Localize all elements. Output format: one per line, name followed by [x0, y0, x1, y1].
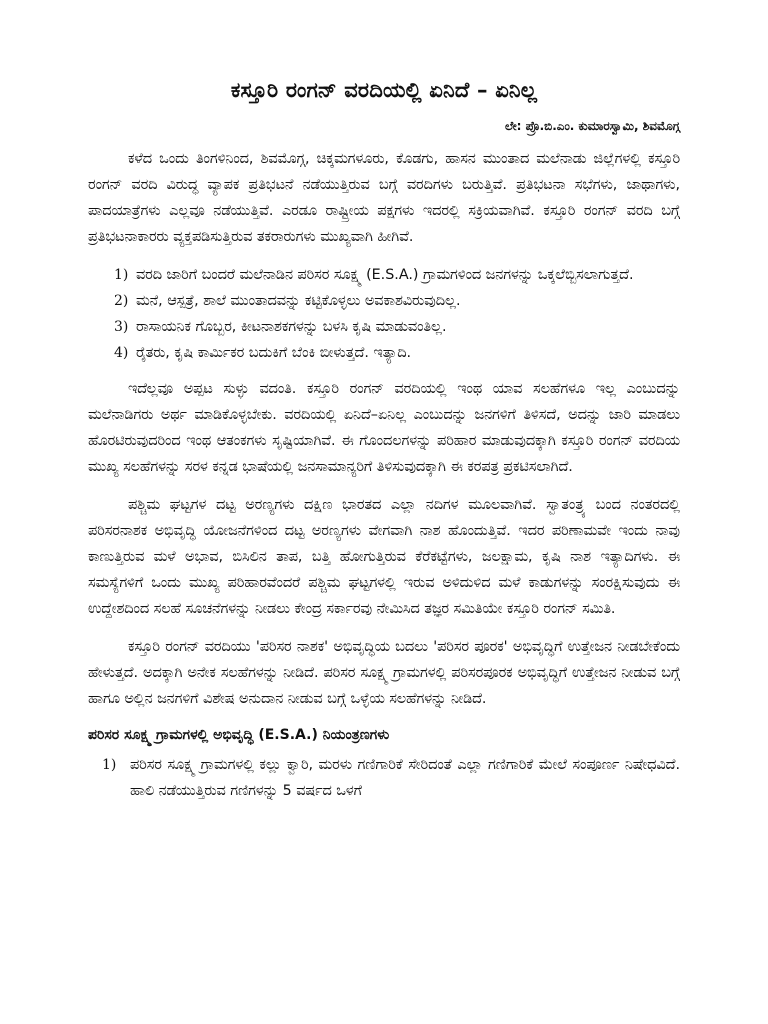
list-item	[88, 340, 680, 366]
author-byline: ಲೇ: ಪ್ರೊ.ಬಿ.ಎಂ. ಕುಮಾರಸ್ವಾಮಿ, ಶಿವಮೊಗ್ಗ	[504, 119, 680, 133]
paragraph-western-ghats: ಪಶ್ಚಿಮ ಘಟ್ಟಗಳ ದಟ್ಟ ಅರಣ್ಯಗಳು ದಕ್ಷಿಣ ಭಾರತದ ಎಲ್ಲಾ ನದಿಗಳ ಮೂಲವಾಗಿವೆ. ಸ್ವಾತಂತ್ರ್ಯ ಬಂದ ನಂತರದಲ್ಲಿ ಪರಿಸರನಾಶಕ ಅಭಿವೃದ್ಧಿ ಯೋಜನೆಗಳಿಂದ ದಟ್ಟ ಅರಣ್ಯಗಳು ವೇಗವಾಗಿ ನಾಶ ಹೊಂದುತ್ತಿವೆ. ಇದರ ಪರಿಣಾಮವೇ ಇಂದು ನಾವು ಕಾಣುತ್ತಿರುವ ಮಳೆ ಅಭಾವ, ಬಿಸಿಲಿನ ತಾಪ, ಬತ್ತಿ ಹೋಗುತ್ತಿರುವ ಕೆರೆಕಟ್ಟೆಗಳು, ಜಲಕ್ಷಾಮ, ಕೃಷಿ ನಾಶ ಇತ್ಯಾದಿಗಳು. ಈ ಸಮಸ್ಯೆಗಳಿಗೆ ಒಂದು ಮುಖ್ಯ ಪರಿಹಾರವೆಂದರೆ ಪಶ್ಚಿಮ ಘಟ್ಟಗಳಲ್ಲಿ ಇರುವ ಅಳಿದುಳಿದ ಮಳೆ ಕಾಡುಗಳನ್ನು ಸಂರಕ್ಷಿಸುವುದು ಈ ಉದ್ದೇಶದಿಂದ ಸಲಹೆ ಸೂಚನೆಗಳನ್ನು ನೀಡಲು ಕೇಂದ್ರ ಸರ್ಕಾರವು ನೇಮಿಸಿದ ತಜ್ಞರ ಸಮಿತಿಯೇ ಕಸ್ತೂರಿ ರಂಗನ್ ಸಮಿತಿ.	[88, 497, 680, 617]
list-number: 3)	[114, 319, 129, 335]
regulations-list	[88, 752, 680, 804]
document-page	[88, 78, 680, 804]
list-item-text: ವರದಿ ಜಾರಿಗೆ ಬಂದರೆ ಮಲೆನಾಡಿನ ಪರಿಸರ ಸೂಕ್ಷ್ಮ (E.S.A.) ಗ್ರಾಮಗಳಿಂದ ಜನಗಳನ್ನು ಒಕ್ಕಲೆಬ್ಬಿಸಲಾಗುತ್ತದೆ.	[136, 267, 634, 283]
paragraph-rumour: ಇದೆಲ್ಲವೂ ಅಪ್ಪಟ ಸುಳ್ಳು ವದಂತಿ. ಕಸ್ತೂರಿ ರಂಗನ್ ವರದಿಯಲ್ಲಿ ಇಂಥ ಯಾವ ಸಲಹೆಗಳೂ ಇಲ್ಲ ಎಂಬುದನ್ನು ಮಲೆನಾಡಿಗರು ಅರ್ಥ ಮಾಡಿಕೊಳ್ಳಬೇಕು. ವರದಿಯಲ್ಲಿ ಏನಿದೆ–ಏನಿಲ್ಲ ಎಂಬುದನ್ನು ಜನಗಳಿಗೆ ತಿಳಿಸದೆ, ಅದನ್ನು ಜಾರಿ ಮಾಡಲು ಹೊರಟಿರುವುದರಿಂದ ಇಂಥ ಆತಂಕಗಳು ಸೃಷ್ಟಿಯಾಗಿವೆ. ಈ ಗೊಂದಲಗಳನ್ನು ಪರಿಹಾರ ಮಾಡುವುದಕ್ಕಾಗಿ ಕಸ್ತೂರಿ ರಂಗನ್ ವರದಿಯ ಮುಖ್ಯ ಸಲಹೆಗಳನ್ನು ಸರಳ ಕನ್ನಡ ಭಾಷೆಯಲ್ಲಿ ಜನಸಾಮಾನ್ಯರಿಗೆ ತಿಳಿಸುವುದಕ್ಕಾಗಿ ಈ ಕರಪತ್ರ ಪ್ರಕಟಿಸಲಾಗಿದೆ.	[88, 381, 680, 475]
list-item	[88, 314, 680, 340]
list-number: 4)	[114, 345, 129, 361]
document-title: ಕಸ್ತೂರಿ ರಂಗನ್ ವರದಿಯಲ್ಲಿ ಏನಿದೆ – ಏನಿಲ್ಲ	[230, 78, 538, 102]
list-item	[88, 288, 680, 314]
list-item-text: ರಾಸಾಯನಿಕ ಗೊಬ್ಬರ, ಕೀಟನಾಶಕಗಳನ್ನು ಬಳಸಿ ಕೃಷಿ ಮಾಡುವಂತಿಲ್ಲ.	[136, 319, 447, 335]
list-number: 1)	[114, 267, 129, 283]
section-heading: ಪರಿಸರ ಸೂಕ್ಷ್ಮ ಗ್ರಾಮಗಳಲ್ಲಿ ಅಭಿವೃದ್ಧಿ (E.S.A.) ನಿಯಂತ್ರಣಗಳು	[88, 727, 390, 743]
list-item-text: ಪರಿಸರ ಸೂಕ್ಷ್ಮ ಗ್ರಾಮಗಳಲ್ಲಿ ಕಲ್ಲು ಕ್ವಾರಿ, ಮರಳು ಗಣಿಗಾರಿಕೆ ಸೇರಿದಂತೆ ಎಲ್ಲಾ ಗಣಿಗಾರಿಕೆ ಮೇಲೆ ಸಂಪೂರ್ಣ ನಿಷೇಧವಿದೆ. ಹಾಲಿ ನಡೆಯುತ್ತಿರುವ ಗಣಿಗಳನ್ನು 5 ವರ್ಷದ ಒಳಗೆ	[130, 757, 680, 799]
list-number: 1)	[102, 757, 117, 773]
list-item	[88, 262, 680, 288]
paragraph-report-purpose: ಕಸ್ತೂರಿ ರಂಗನ್ ವರದಿಯು 'ಪರಿಸರ ನಾಶಕ' ಅಭಿವೃದ್ಧಿಯ ಬದಲು 'ಪರಿಸರ ಪೂರಕ' ಅಭಿವೃದ್ಧಿಗೆ ಉತ್ತೇಜನ ನೀಡಬೇಕೆಂದು ಹೇಳುತ್ತದೆ. ಅದಕ್ಕಾಗಿ ಅನೇಕ ಸಲಹೆಗಳನ್ನು ನೀಡಿದೆ. ಪರಿಸರ ಸೂಕ್ಷ್ಮ ಗ್ರಾಮಗಳಲ್ಲಿ ಪರಿಸರಪೂರಕ ಅಭಿವೃದ್ಧಿಗೆ ಉತ್ತೇಜನ ನೀಡುವ ಬಗ್ಗೆ ಹಾಗೂ ಅಲ್ಲಿನ ಜನಗಳಿಗೆ ವಿಶೇಷ ಅನುದಾನ ನೀಡುವ ಬಗ್ಗೆ ಒಳ್ಳೆಯ ಸಲಹೆಗಳನ್ನು ನೀಡಿದೆ.	[88, 639, 680, 707]
list-number: 2)	[114, 293, 129, 309]
list-item-text: ರೈತರು, ಕೃಷಿ ಕಾರ್ಮಿಕರ ಬದುಕಿಗೆ ಬೆಂಕಿ ಬೀಳುತ್ತದೆ. ಇತ್ಯಾದಿ.	[136, 345, 412, 361]
list-item	[88, 752, 680, 804]
objections-list	[88, 262, 680, 366]
paragraph-intro: ಕಳೆದ ಒಂದು ತಿಂಗಳಿನಿಂದ, ಶಿವಮೊಗ್ಗ, ಚಿಕ್ಕಮಗಳೂರು, ಕೊಡಗು, ಹಾಸನ ಮುಂತಾದ ಮಲೆನಾಡು ಜಿಲ್ಲೆಗಳಲ್ಲಿ ಕಸ್ತೂರಿ ರಂಗನ್ ವರದಿ ವಿರುದ್ಧ ವ್ಯಾಪಕ ಪ್ರತಿಭಟನೆ ನಡೆಯುತ್ತಿರುವ ಬಗ್ಗೆ ವರದಿಗಳು ಬರುತ್ತಿವೆ. ಪ್ರತಿಭಟನಾ ಸಭೆಗಳು, ಜಾಥಾಗಳು, ಪಾದಯಾತ್ರೆಗಳು ಎಲ್ಲವೂ ನಡೆಯುತ್ತಿವೆ. ಎರಡೂ ರಾಷ್ಟ್ರೀಯ ಪಕ್ಷಗಳು ಇದರಲ್ಲಿ ಸಕ್ರಿಯವಾಗಿವೆ. ಕಸ್ತೂರಿ ರಂಗನ್ ವರದಿ ಬಗ್ಗೆ ಪ್ರತಿಭಟನಾಕಾರರು ವ್ಯಕ್ತಪಡಿಸುತ್ತಿರುವ ತಕರಾರುಗಳು ಮುಖ್ಯವಾಗಿ ಹೀಗಿವೆ.	[88, 151, 680, 245]
list-item-text: ಮನೆ, ಆಸ್ಪತ್ರೆ, ಶಾಲೆ ಮುಂತಾದವನ್ನು ಕಟ್ಟಿಕೊಳ್ಳಲು ಅವಕಾಶವಿರುವುದಿಲ್ಲ.	[136, 293, 461, 309]
